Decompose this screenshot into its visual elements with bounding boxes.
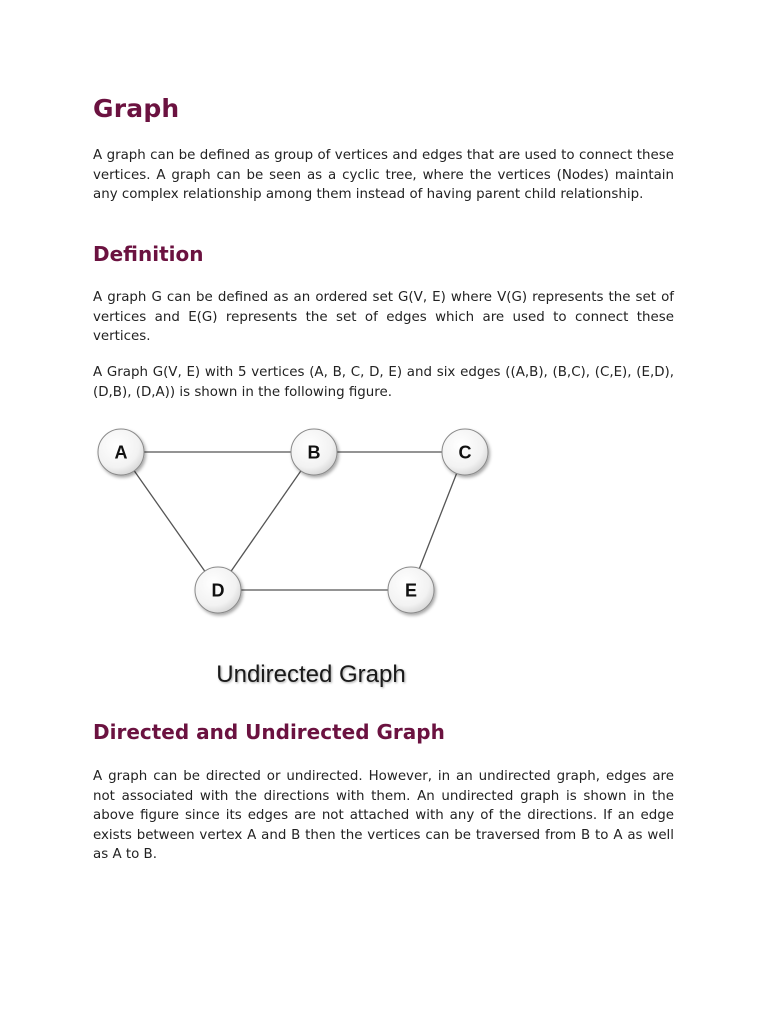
node-e (388, 567, 434, 613)
node-c (442, 429, 488, 475)
example-paragraph: A Graph G(V, E) with 5 vertices (A, B, C, D, E) and six edges ((A,B), (B,C), (C,E), (E,D), (D,B), (D,A)) is shown in the following figure. (93, 365, 674, 400)
node-a (98, 429, 144, 475)
edge-d-b (218, 452, 314, 590)
node-label: D (211, 580, 225, 601)
page-title: Graph (93, 94, 180, 123)
definition-paragraph: A graph G can be defined as an ordered set G(V, E) where V(G) represents the set of vertices and E(G) represents the set of edges which are used to connect these vertices. (93, 290, 674, 344)
directed-undirected-heading: Directed and Undirected Graph (93, 720, 445, 744)
node-b (291, 429, 337, 475)
node-d (195, 567, 241, 613)
edge-d-a (121, 452, 218, 590)
node-label: E (404, 580, 418, 601)
definition-heading: Definition (93, 242, 204, 266)
graph-diagram (93, 420, 513, 700)
node-label: B (307, 442, 321, 463)
intro-paragraph: A graph can be defined as group of vertices and edges that are used to connect these vertices. A graph can be seen as a cyclic tree, where the vertices (Nodes) maintain any complex relationship among them instead of having parent child relationship. (93, 148, 674, 202)
node-label: C (458, 442, 472, 463)
node-label: A (114, 442, 128, 463)
directed-undirected-paragraph: A graph can be directed or undirected. However, in an undirected graph, edges are not associated with the directions with them. An undirected graph is shown in the above figure since its edges are not attached with any of the directions. If an edge exists between vertex A and B then the vertices can be traversed from B to A as well as A to B. (93, 769, 674, 862)
graph-figure (93, 420, 513, 700)
figure-caption: Undirected Graph (216, 661, 406, 688)
